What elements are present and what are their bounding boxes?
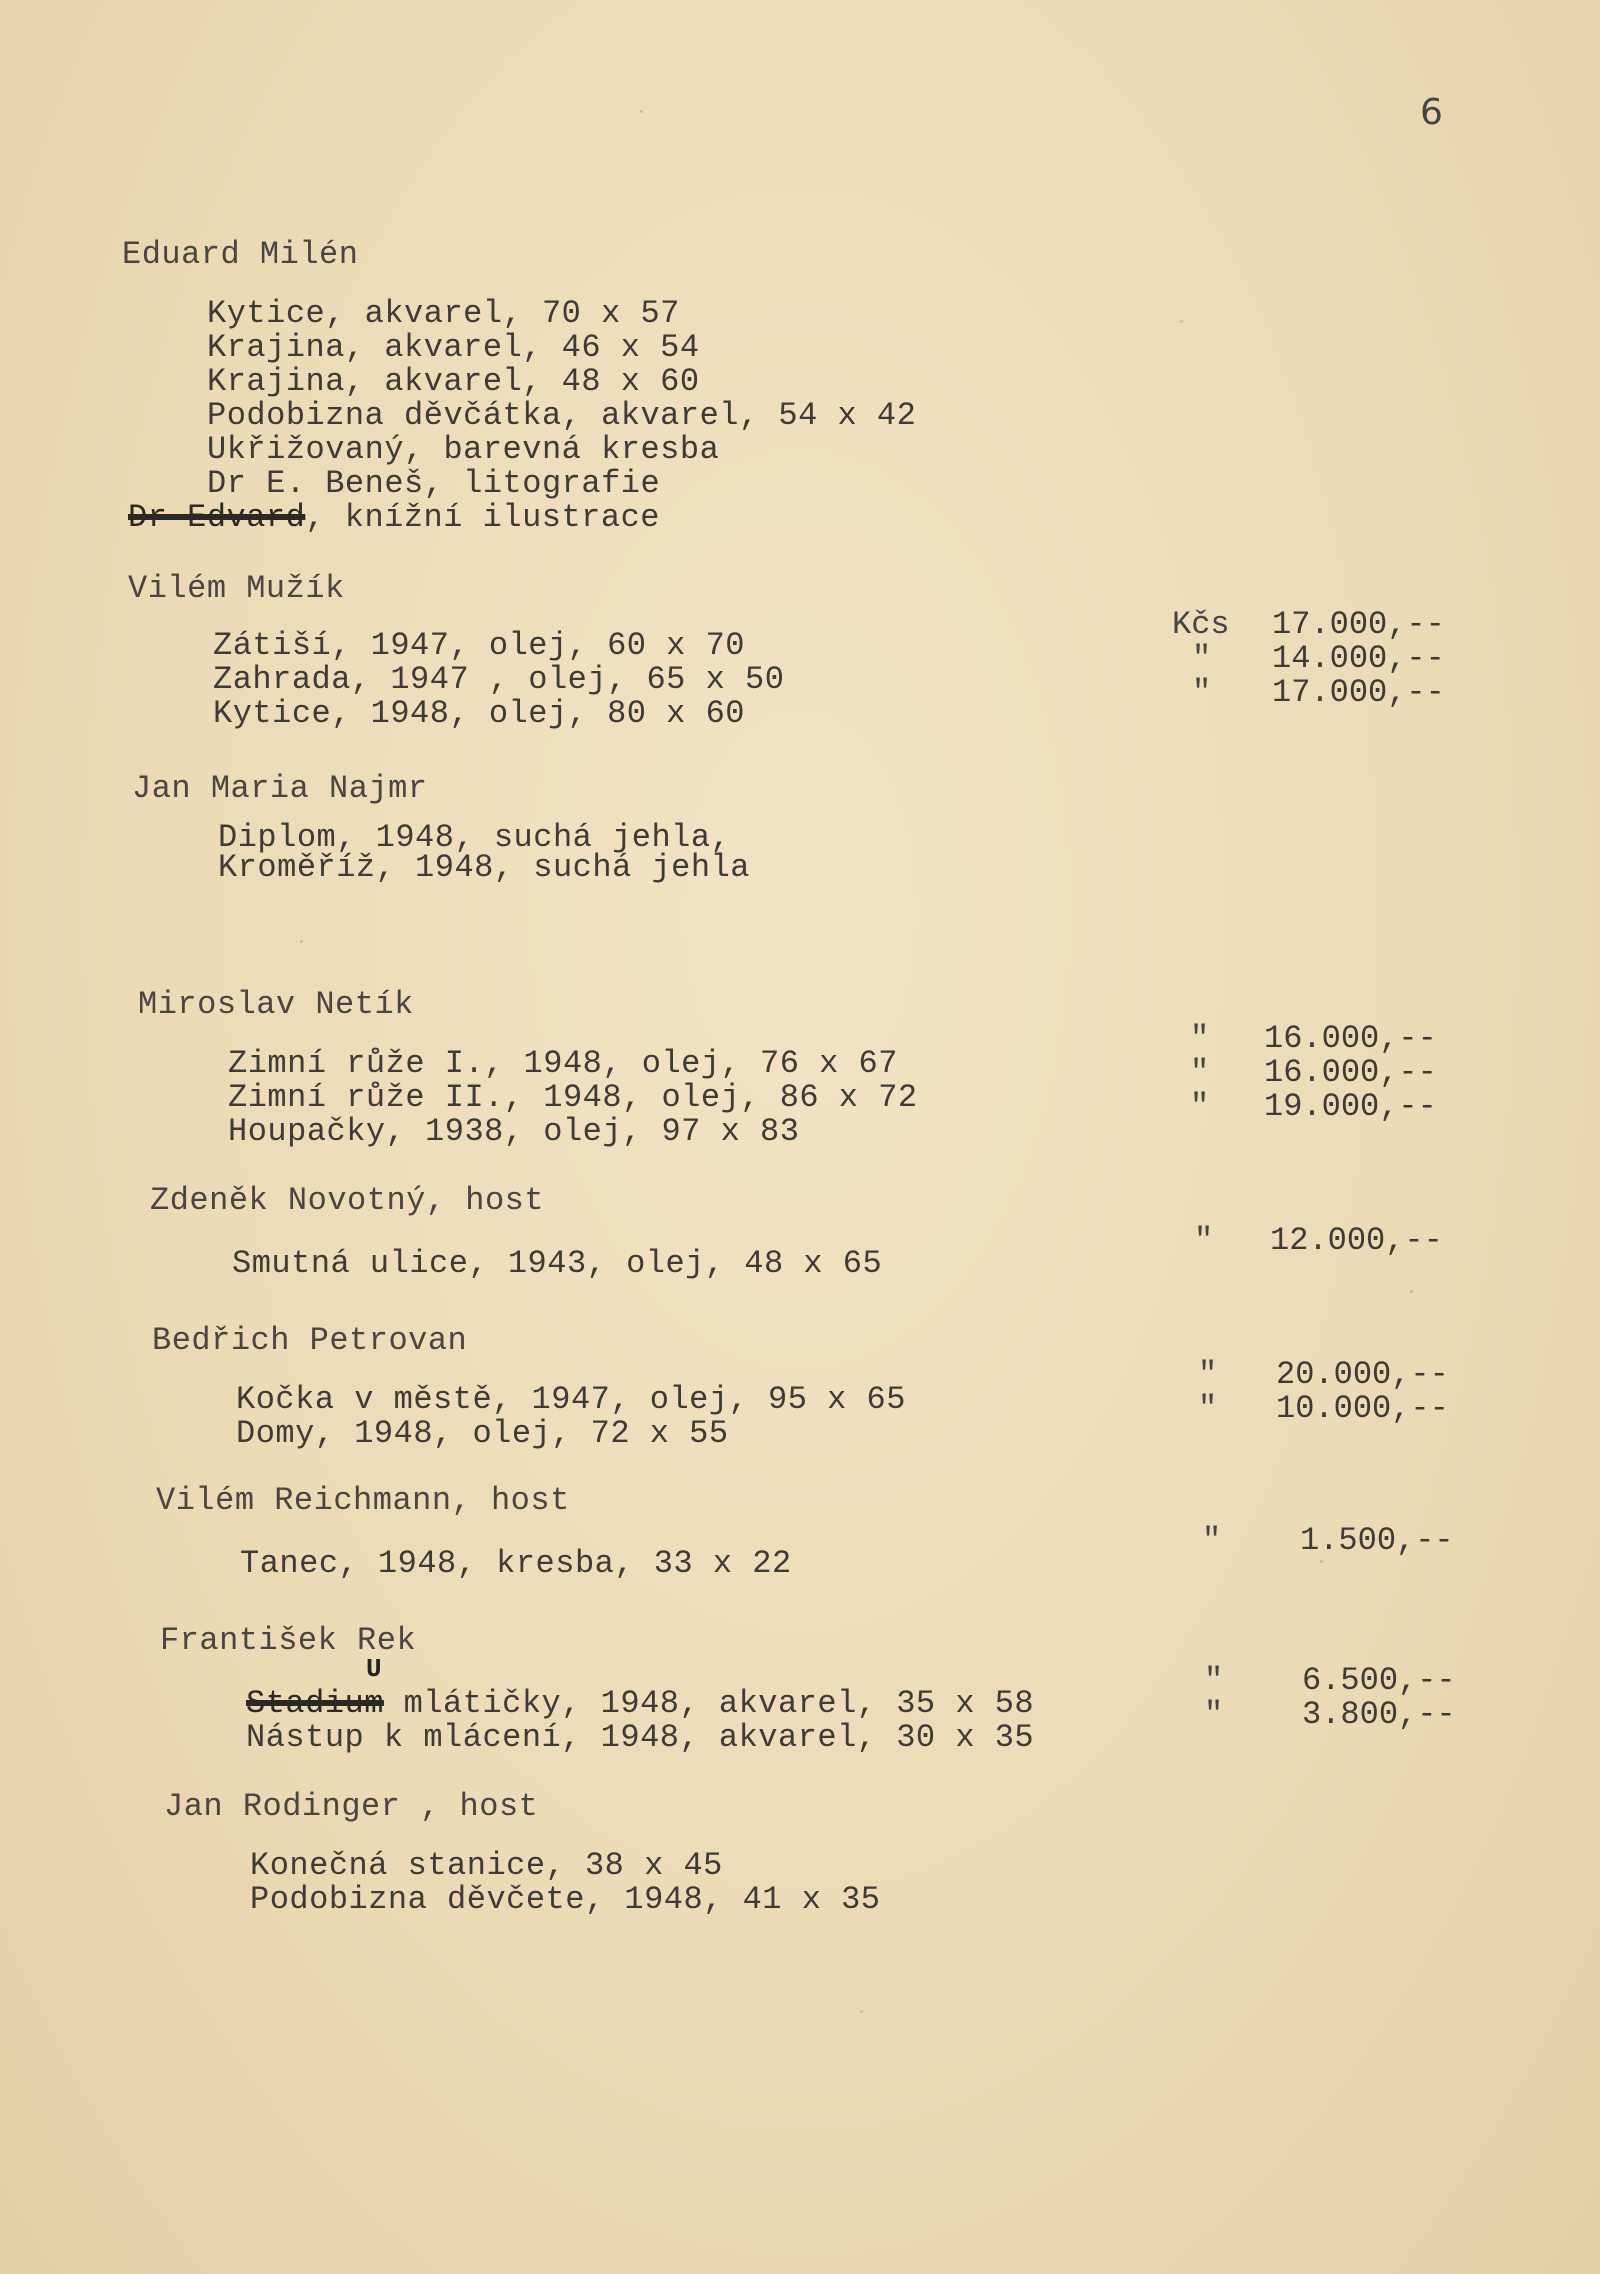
ditto-mark: " bbox=[1198, 1356, 1218, 1393]
work-text: knížní ilustrace bbox=[344, 499, 660, 536]
price: 14.000,-- bbox=[1272, 640, 1445, 677]
work-text: mlátičky, 1948, akvarel, 35 x 58 bbox=[403, 1685, 1035, 1722]
work-entry: Kytice, akvarel, 70 x 57 bbox=[207, 295, 680, 332]
price: 3.800,-- bbox=[1302, 1696, 1456, 1733]
work-entry: Zimní růže II., 1948, olej, 86 x 72 bbox=[228, 1079, 918, 1116]
artist-name: Vilém Reichmann, host bbox=[156, 1482, 570, 1519]
ditto-mark: " bbox=[1198, 1390, 1218, 1427]
work-entry: Diplom, 1948, suchá jehla, bbox=[218, 819, 731, 856]
artist-name: Eduard Milén bbox=[122, 236, 359, 273]
paper-speck bbox=[860, 2010, 863, 2013]
price: 20.000,-- bbox=[1276, 1356, 1449, 1393]
paper-speck bbox=[1410, 1290, 1413, 1293]
ditto-mark: " bbox=[1204, 1662, 1224, 1699]
ditto-mark: " bbox=[1192, 674, 1212, 711]
artist-name: Vilém Mužík bbox=[128, 570, 345, 607]
work-entry: Dr E. Beneš, litografie bbox=[207, 465, 661, 502]
work-entry: Nástup k mlácení, 1948, akvarel, 30 x 35 bbox=[246, 1719, 1035, 1756]
work-entry: Tanec, 1948, kresba, 33 x 22 bbox=[240, 1545, 792, 1582]
handwritten-correction: U bbox=[366, 1654, 382, 1684]
price: 1.500,-- bbox=[1300, 1522, 1454, 1559]
work-entry: Konečná stanice, 38 x 45 bbox=[250, 1847, 723, 1884]
price: 6.500,-- bbox=[1302, 1662, 1456, 1699]
work-entry: Ukřižovaný, barevná kresba bbox=[207, 431, 720, 468]
artist-name: Jan Rodinger , host bbox=[164, 1788, 539, 1825]
artist-name: Zdeněk Novotný, host bbox=[150, 1182, 545, 1219]
artist-name: Jan Maria Najmr bbox=[132, 770, 428, 807]
price: 10.000,-- bbox=[1276, 1390, 1449, 1427]
work-entry: Zimní růže I., 1948, olej, 76 x 67 bbox=[228, 1045, 898, 1082]
work-entry: Podobizna děvčátka, akvarel, 54 x 42 bbox=[207, 397, 917, 434]
ditto-mark: " bbox=[1190, 1020, 1210, 1057]
paper-speck bbox=[1180, 320, 1183, 323]
work-entry: Kočka v městě, 1947, olej, 95 x 65 bbox=[236, 1381, 906, 1418]
artist-name: Miroslav Netík bbox=[138, 986, 414, 1023]
paper-speck bbox=[640, 110, 643, 113]
ditto-mark: " bbox=[1204, 1696, 1224, 1733]
price: 16.000,-- bbox=[1264, 1020, 1437, 1057]
price: 12.000,-- bbox=[1270, 1222, 1443, 1259]
page-number: 6 bbox=[1420, 92, 1443, 133]
work-entry-corrected bbox=[246, 1685, 1035, 1722]
ditto-mark: " bbox=[1190, 1088, 1210, 1125]
work-entry: Zátiší, 1947, olej, 60 x 70 bbox=[213, 627, 745, 664]
work-entry: Krajina, akvarel, 48 x 60 bbox=[207, 363, 700, 400]
paper-speck bbox=[1320, 1560, 1323, 1563]
ditto-mark: " bbox=[1194, 1222, 1214, 1259]
price: 16.000,-- bbox=[1264, 1054, 1437, 1091]
ditto-mark: " bbox=[1202, 1522, 1222, 1559]
work-entry: Zahrada, 1947 , olej, 65 x 50 bbox=[213, 661, 785, 698]
work-entry: Krajina, akvarel, 46 x 54 bbox=[207, 329, 700, 366]
work-entry: Kroměříž, 1948, suchá jehla bbox=[218, 849, 750, 886]
work-entry: Smutná ulice, 1943, olej, 48 x 65 bbox=[232, 1245, 883, 1282]
currency-label: Kčs bbox=[1172, 606, 1230, 643]
work-entry-corrected: Dr Edvard, knížní ilustrace bbox=[128, 499, 660, 536]
price: 19.000,-- bbox=[1264, 1088, 1437, 1125]
struck-text: Stadium bbox=[246, 1685, 384, 1722]
ditto-mark: " bbox=[1192, 640, 1212, 677]
struck-text: Dr Edvard bbox=[128, 499, 306, 536]
artist-name: Bedřich Petrovan bbox=[152, 1322, 468, 1359]
ditto-mark: " bbox=[1190, 1054, 1210, 1091]
work-entry: Podobizna děvčete, 1948, 41 x 35 bbox=[250, 1881, 881, 1918]
paper-speck bbox=[300, 940, 303, 943]
work-entry: Domy, 1948, olej, 72 x 55 bbox=[236, 1415, 729, 1452]
price: 17.000,-- bbox=[1272, 674, 1445, 711]
artist-name: František Rek bbox=[160, 1622, 417, 1659]
price: 17.000,-- bbox=[1272, 606, 1445, 643]
work-entry: Houpačky, 1938, olej, 97 x 83 bbox=[228, 1113, 800, 1150]
work-entry: Kytice, 1948, olej, 80 x 60 bbox=[213, 695, 745, 732]
